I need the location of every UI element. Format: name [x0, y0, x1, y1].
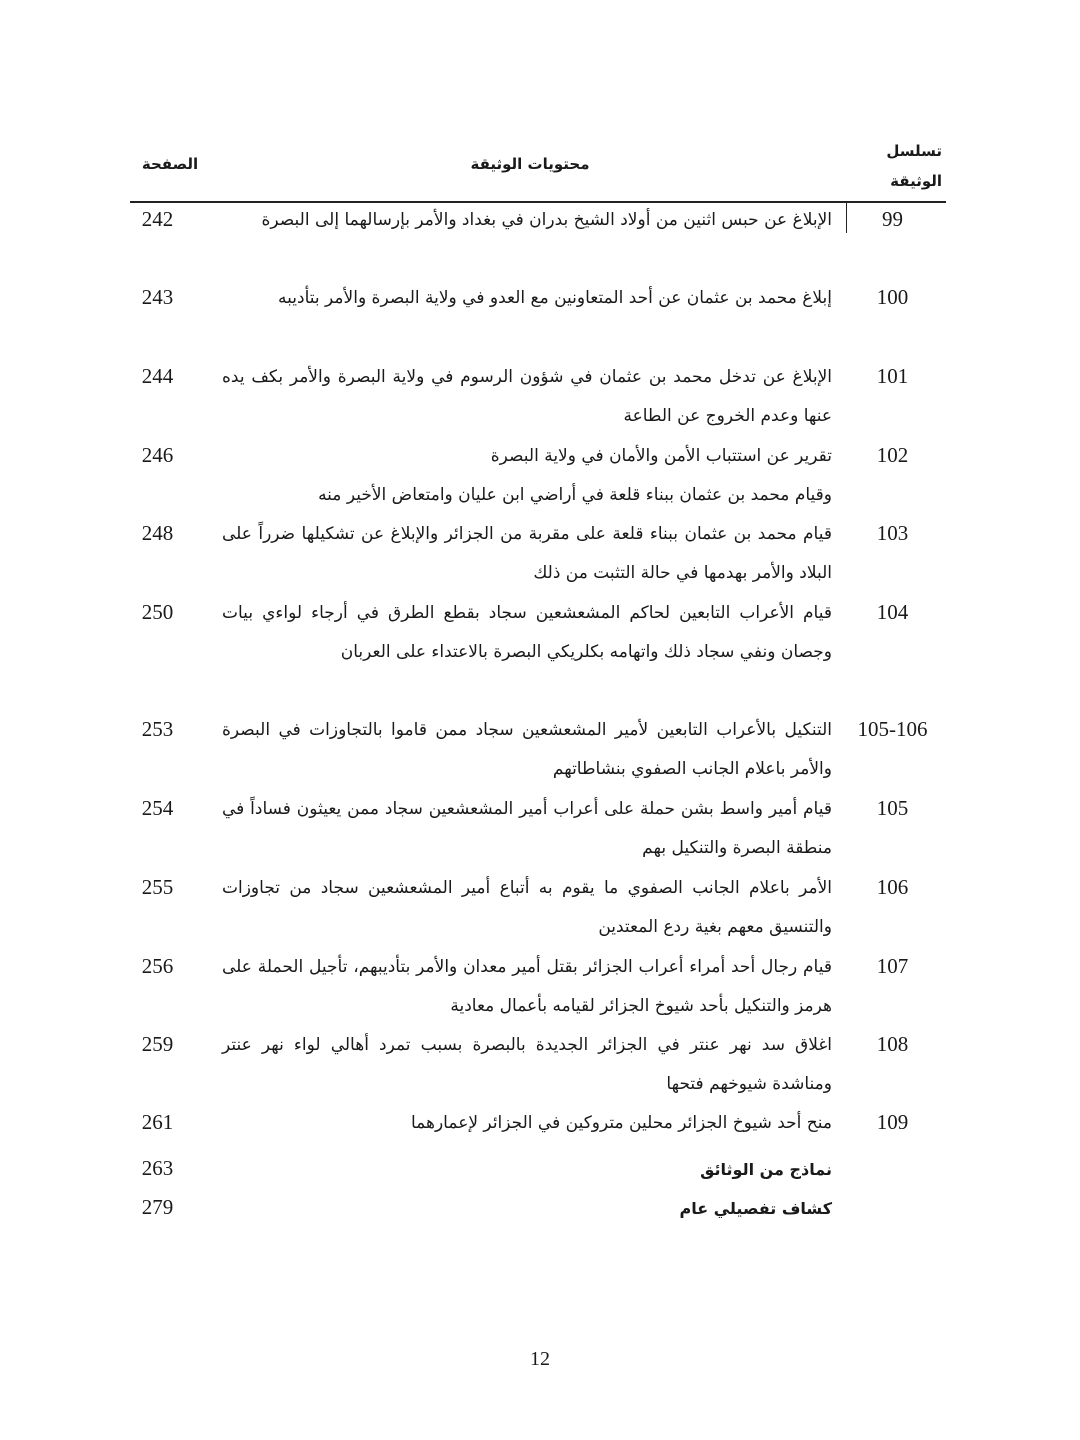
row-serial: 105	[876, 796, 909, 820]
row-page: 242	[141, 207, 174, 231]
row-serial: 107	[876, 954, 909, 978]
row-serial: 106	[876, 875, 909, 899]
row-text: التنكيل بالأعراب التابعين لأمير المشعشعين سجاد ممن قاموا بالتجاوزات في البصرة والأمر باعلام الجانب الصفوي بنشاطاتهم	[222, 720, 832, 779]
row-serial: 103	[876, 521, 909, 545]
row-serial: 109	[876, 1110, 909, 1134]
row-page: 248	[141, 521, 174, 545]
row-serial: 102	[876, 443, 909, 467]
appendix-page: 263	[141, 1156, 174, 1180]
row-text: قيام محمد بن عثمان ببناء قلعة على مقربة من الجزائر والإبلاغ عن تشكيلها ضرراً على البلاد والأمر بهدمها في حالة التثبت من ذلك	[222, 524, 832, 583]
row-text: قيام أمير واسط بشن حملة على أعراب أمير المشعشعين سجاد ممن يعيثون فساداً في منطقة البصرة والتنكيل بهم	[222, 799, 832, 858]
row-text-continued: وقيام محمد بن عثمان ببناء قلعة في أراضي ابن عليان وامتعاض الأخير منه	[318, 485, 832, 505]
row-text: منح أحد شيوخ الجزائر محلين متروكين في الجزائر لإعمارهما	[411, 1113, 832, 1133]
row-page: 243	[141, 285, 174, 309]
appendix-text: كشاف تفصيلي عام	[679, 1199, 832, 1218]
row-page: 256	[141, 954, 174, 978]
row-page: 246	[141, 443, 174, 467]
row-serial: 108	[876, 1032, 909, 1056]
row-serial: 104	[876, 600, 909, 624]
row-text: تقرير عن استتباب الأمن والأمان في ولاية البصرة	[490, 446, 832, 466]
row-page: 244	[141, 364, 174, 388]
row-text: إبلاغ محمد بن عثمان عن أحد المتعاونين مع العدو في ولاية البصرة والأمر بتأديبه	[278, 288, 832, 308]
appendix-text: نماذج من الوثائق	[700, 1160, 832, 1179]
header-content-column: محتويات الوثيقة	[470, 155, 590, 173]
header-serial-line2: الوثيقة	[890, 172, 942, 190]
row-serial: 100	[876, 285, 909, 309]
page-number: 12	[530, 1348, 550, 1370]
row-serial: 105-106	[857, 717, 928, 741]
row-page: 255	[141, 875, 174, 899]
header-page-column: الصفحة	[141, 155, 199, 173]
header-serial-line1: تسلسل	[886, 142, 942, 160]
row-serial: 99	[882, 207, 903, 231]
row-page: 253	[141, 717, 174, 741]
row-page: 259	[141, 1032, 174, 1056]
row-page: 250	[141, 600, 174, 624]
row-text: قيام رجال أحد أمراء أعراب الجزائر بقتل أمير معدان والأمر بتأديبهم، تأجيل الحملة على هرمز والتنكيل بأحد شيوخ الجزائر لقيامه بأعمال معادية	[222, 957, 832, 1016]
header-serial-column	[838, 136, 942, 202]
row-page: 254	[141, 796, 174, 820]
row-text: الأمر باعلام الجانب الصفوي ما يقوم به أتباع أمير المشعشعين سجاد من تجاوزات والتنسيق معهم بغية ردع المعتدين	[222, 878, 832, 937]
row-serial: 101	[876, 364, 909, 388]
row-page: 261	[141, 1110, 174, 1134]
row-text: الإبلاغ عن تدخل محمد بن عثمان في شؤون الرسوم في ولاية البصرة والأمر بكف يده عنها وعدم الخروج عن الطاعة	[222, 367, 832, 426]
row-text: الإبلاغ عن حبس اثنين من أولاد الشيخ بدران في بغداد والأمر بإرسالهما إلى البصرة	[261, 210, 832, 230]
row-text: اغلاق سد نهر عنتر في الجزائر الجديدة بالبصرة بسبب تمرد أهالي لواء نهر عنتر ومناشدة شيوخهم فتحها	[222, 1035, 832, 1094]
row-text: قيام الأعراب التابعين لحاكم المشعشعين سجاد بقطع الطرق في أرجاء لواءي بيات وجصان ونفي سجاد ذلك واتهامه بكلريكي البصرة بالاعتداء على العربان	[222, 603, 832, 662]
appendix-page: 279	[141, 1195, 174, 1219]
